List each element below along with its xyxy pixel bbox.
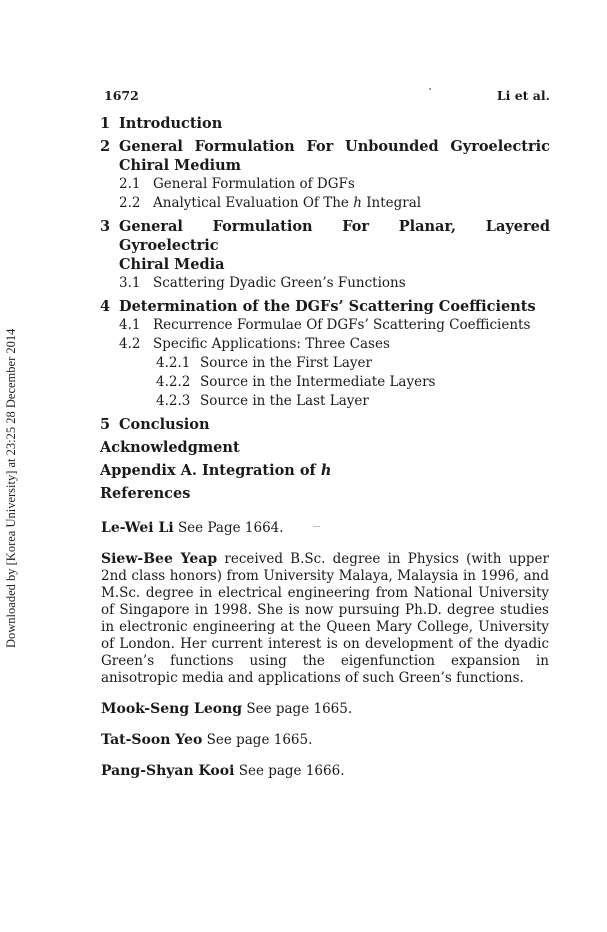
- author-bio: [101, 520, 549, 537]
- toc-acknowledgment: Acknowledgment: [100, 439, 240, 456]
- author-bio-text: received B.Sc. degree in Physics (with upper 2nd class honors) from University Malaya, Malaysia in 1996, and M.Sc. degree in electrical engineering from National University of Singapore in 1998. She is now pursuing Ph.D. degree studies in electronic engineering at the Queen Mary College, University of London. Her current interest is on development of the dyadic Green’s functions using the eigenfunction expansion in anisotropic media and applications of such Green’s functions.: [101, 551, 550, 686]
- author-bio-text: See page 1665.: [246, 701, 353, 717]
- subsection-number: 2.1: [119, 176, 141, 192]
- subsubsection-title: Source in the Intermediate Layers: [200, 374, 436, 390]
- author-bio-text: See Page 1664.: [177, 520, 284, 536]
- subsection-number: 4.1: [119, 317, 141, 333]
- subsection-number: 2.2: [119, 195, 141, 211]
- toc-subsection: [100, 194, 550, 213]
- subsubsection-title: Source in the Last Layer: [200, 393, 369, 409]
- toc-references: References: [100, 485, 191, 502]
- toc-subsubsection: [100, 354, 550, 373]
- subsection-number: 4.2: [119, 336, 141, 352]
- toc-subsection: [100, 175, 550, 194]
- subsection-title: Specific Applications: Three Cases: [153, 336, 390, 352]
- scan-speck: [429, 88, 431, 90]
- toc-section-3: [100, 217, 550, 274]
- author-bio-text: See page 1666.: [238, 763, 345, 779]
- section-title: Introduction: [119, 115, 223, 132]
- author-name: Le-Wei Li: [101, 520, 174, 536]
- running-head-authors: Li et al.: [496, 88, 550, 103]
- toc-subsubsection: [100, 392, 550, 411]
- toc-subsection: [100, 335, 550, 354]
- subsection-title: General Formulation of DGFs: [153, 176, 355, 192]
- toc-section-5: [100, 415, 550, 434]
- toc-subsection: [100, 274, 550, 293]
- author-name: Tat-Soon Yeo: [101, 732, 203, 748]
- author-bio: [101, 701, 549, 718]
- author-bio: [101, 551, 549, 687]
- subsubsection-number: 4.2.1: [156, 355, 191, 371]
- subsection-number: 3.1: [119, 275, 141, 291]
- author-bio: [101, 763, 549, 780]
- subsubsection-title: Source in the First Layer: [200, 355, 372, 371]
- section-number: 3: [100, 218, 111, 235]
- page-number: 1672: [104, 88, 139, 103]
- section-title: Determination of the DGFs’ Scattering Coefficients: [119, 298, 536, 315]
- subsection-title: Recurrence Formulae Of DGFs’ Scattering Coefficients: [153, 317, 531, 333]
- section-title-line2: Chiral Medium: [119, 157, 241, 174]
- toc-subsubsection: [100, 373, 550, 392]
- toc-subsection: [100, 316, 550, 335]
- section-number: 1: [100, 115, 111, 132]
- toc-appendix: Appendix A. Integration of h: [100, 462, 332, 479]
- toc-section-4: [100, 297, 550, 316]
- section-title-line1: General Formulation For Planar, Layered Gyroelectric: [119, 218, 550, 254]
- section-number: 4: [100, 298, 111, 315]
- section-title-line2: Chiral Media: [119, 256, 225, 273]
- subsection-title: Analytical Evaluation Of The h Integral: [153, 195, 422, 211]
- section-number: 5: [100, 416, 111, 433]
- author-name: Pang-Shyan Kooi: [101, 763, 235, 779]
- math-variable: h: [320, 462, 332, 479]
- section-title: Conclusion: [119, 416, 210, 433]
- subsubsection-number: 4.2.2: [156, 374, 191, 390]
- section-number: 2: [100, 138, 111, 155]
- author-name: Mook-Seng Leong: [101, 701, 243, 717]
- subsubsection-number: 4.2.3: [156, 393, 191, 409]
- section-title-line1: General Formulation For Unbounded Gyroelectric: [119, 138, 550, 155]
- toc-section-1: [100, 114, 550, 133]
- download-watermark: Downloaded by [Korea University] at 23:25 28 December 2014: [4, 328, 18, 648]
- math-variable: h: [353, 195, 362, 211]
- subsection-title: Scattering Dyadic Green’s Functions: [153, 275, 406, 291]
- author-bio-text: See page 1665.: [206, 732, 313, 748]
- table-of-contents: [100, 114, 550, 503]
- toc-section-2: [100, 137, 550, 175]
- author-bio: [101, 732, 549, 749]
- author-name: Siew-Bee Yeap: [101, 551, 218, 567]
- author-biographies: [101, 520, 549, 794]
